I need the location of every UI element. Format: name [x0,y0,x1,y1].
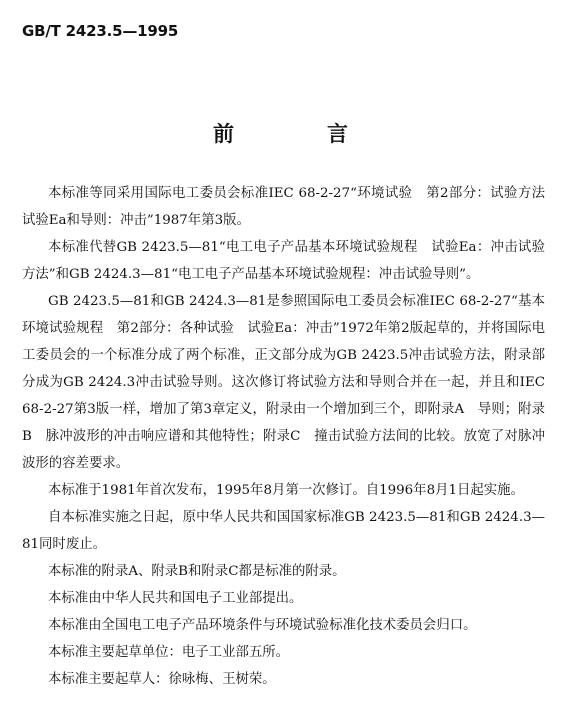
paragraph-replacement: 本标准代替GB 2423.5—81“电工电子产品基本环境试验规程 试验Ea：冲击试验方法”和GB 2424.3—81“电工电子产品基本环境试验规程：冲击试验导则”。 [22,240,545,282]
foreword-body [22,180,559,693]
standard-code-header: GB/T 2423.5—1995 [22,22,179,40]
paragraph-drafters: 本标准主要起草人：徐咏梅、王树荣。 [48,672,276,687]
paragraph-abolition: 自本标准实施之日起，原中华人民共和国国家标准GB 2423.5—81和GB 2424.3—81同时废止。 [22,510,545,552]
paragraph-adoption: 本标准等同采用国际电工委员会标准IEC 68-2-27“环境试验 第2部分：试验方法 试验Ea和导则：冲击”1987年第3版。 [22,186,559,228]
paragraph-committee: 本标准由全国电工电子产品环境条件与环境试验标准化技术委员会归口。 [48,618,477,633]
paragraph-history: GB 2423.5—81和GB 2424.3—81是参照国际电工委员会标准IEC 68-2-27“基本环境试验规程 第2部分：各种试验 试验Ea：冲击”1972年第2版起草的，并将国际电工委员会的一个标准分成了两个标准，正文部分成为GB 2423.5冲击试验方法，附录部分成为GB 2424.3冲击试验导则。这次修订将试验方法和导则合并在一起，并且和IEC 68-2-27第3版一样，增加了第3章定义，附录由一个增加到三个，即附录A 导则；附录B 脉冲波形的冲击响应谱和其他特性；附录C 撞击试验方法间的比较。放宽了对脉冲波形的容差要求。 [22,294,545,471]
paragraph-proposer: 本标准由中华人民共和国电子工业部提出。 [48,591,303,606]
page-title: 前 言 [213,122,384,146]
paragraph-publication: 本标准于1981年首次发布，1995年8月第一次修订。自1996年8月1日起实施。 [48,483,524,498]
paragraph-annexes: 本标准的附录A、附录B和附录C都是标准的附录。 [48,564,346,579]
paragraph-drafting-unit: 本标准主要起草单位：电子工业部五所。 [48,645,290,660]
